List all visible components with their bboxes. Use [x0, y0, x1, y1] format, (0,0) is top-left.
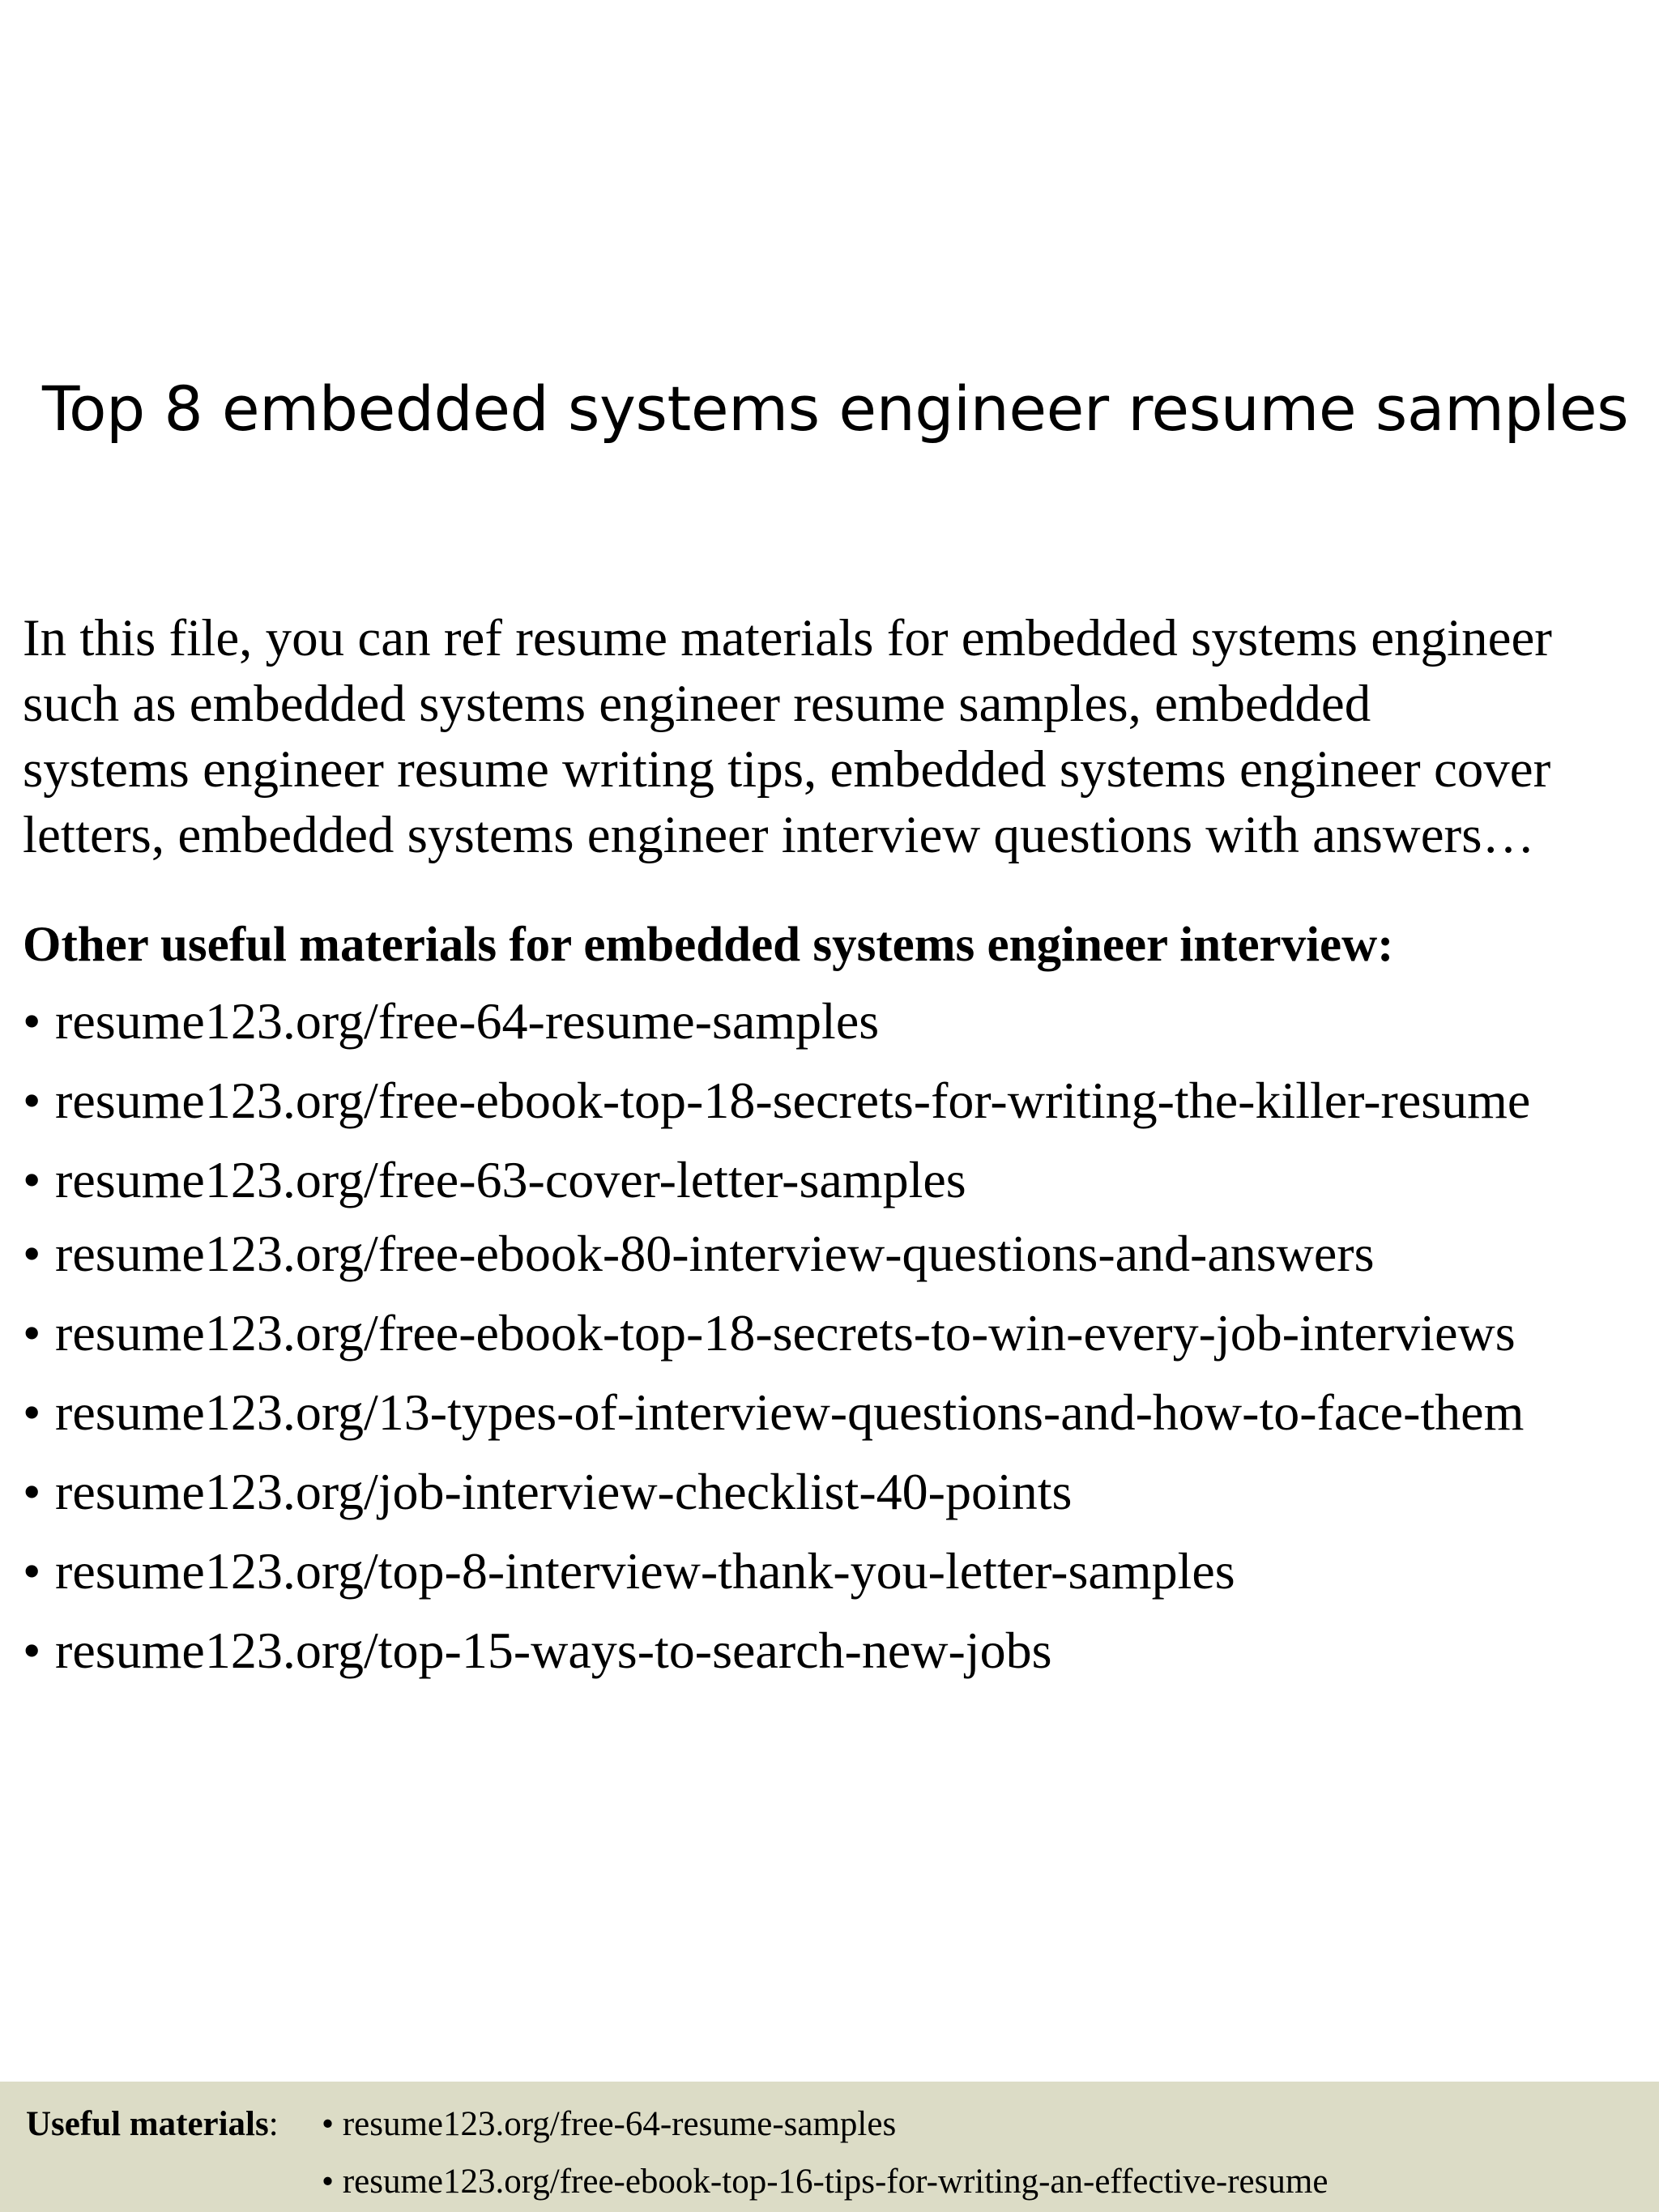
- page-title: Top 8 embedded systems engineer resume samples: [42, 373, 1629, 445]
- footer-link-item[interactable]: [322, 2159, 1328, 2204]
- intro-paragraph: [23, 606, 1636, 868]
- material-link-item[interactable]: [23, 1297, 1516, 1370]
- bullet-icon: •: [23, 1622, 41, 1679]
- material-link-text[interactable]: resume123.org/free-63-cover-letter-samples: [55, 1151, 966, 1208]
- intro-line: such as embedded systems engineer resume samples, embedded: [23, 675, 1371, 733]
- material-link-item[interactable]: [23, 1614, 1051, 1687]
- footer-label-text: Useful materials: [26, 2105, 269, 2143]
- material-link-item[interactable]: [23, 1144, 966, 1217]
- other-materials-heading: Other useful materials for embedded systems engineer interview:: [23, 918, 1394, 972]
- bullet-icon: •: [23, 992, 41, 1050]
- bullet-icon: •: [23, 1463, 41, 1520]
- bullet-icon: •: [322, 2163, 335, 2201]
- bullet-icon: •: [23, 1542, 41, 1600]
- intro-line: In this file, you can ref resume materials for embedded systems engineer: [23, 609, 1552, 667]
- material-link-item[interactable]: [23, 1217, 1375, 1290]
- material-link-text[interactable]: resume123.org/13-types-of-interview-questions-and-how-to-face-them: [55, 1383, 1525, 1441]
- intro-line: systems engineer resume writing tips, embedded systems engineer cover: [23, 740, 1551, 799]
- footer-bar: [0, 2082, 1659, 2212]
- material-link-text[interactable]: resume123.org/top-8-interview-thank-you-letter-samples: [55, 1542, 1235, 1600]
- footer-label: [26, 2102, 279, 2146]
- material-link-text[interactable]: resume123.org/free-64-resume-samples: [55, 992, 880, 1050]
- bullet-icon: •: [23, 1072, 41, 1129]
- material-link-text[interactable]: resume123.org/top-15-ways-to-search-new-jobs: [55, 1622, 1052, 1679]
- intro-line: letters, embedded systems engineer interview questions with answers…: [23, 806, 1535, 864]
- material-link-text[interactable]: resume123.org/job-interview-checklist-40-points: [55, 1463, 1073, 1520]
- bullet-icon: •: [23, 1151, 41, 1208]
- footer-link-text[interactable]: resume123.org/free-64-resume-samples: [342, 2105, 897, 2143]
- footer-link-text[interactable]: resume123.org/free-ebook-top-16-tips-for-writing-an-effective-resume: [342, 2163, 1328, 2201]
- bullet-icon: •: [322, 2105, 335, 2143]
- bullet-icon: •: [23, 1304, 41, 1362]
- material-link-item[interactable]: [23, 1535, 1235, 1608]
- material-link-item[interactable]: [23, 1376, 1524, 1449]
- material-link-text[interactable]: resume123.org/free-ebook-top-18-secrets-for-writing-the-killer-resume: [55, 1072, 1531, 1129]
- material-link-item[interactable]: [23, 1455, 1072, 1528]
- footer-label-separator: :: [268, 2105, 279, 2143]
- bullet-icon: •: [23, 1383, 41, 1441]
- material-link-text[interactable]: resume123.org/free-ebook-top-18-secrets-to-win-every-job-interviews: [55, 1304, 1516, 1362]
- material-link-text[interactable]: resume123.org/free-ebook-80-interview-questions-and-answers: [55, 1225, 1375, 1282]
- bullet-icon: •: [23, 1225, 41, 1282]
- material-link-item[interactable]: [23, 1064, 1530, 1137]
- footer-link-item[interactable]: [322, 2102, 896, 2146]
- material-link-item[interactable]: [23, 985, 879, 1058]
